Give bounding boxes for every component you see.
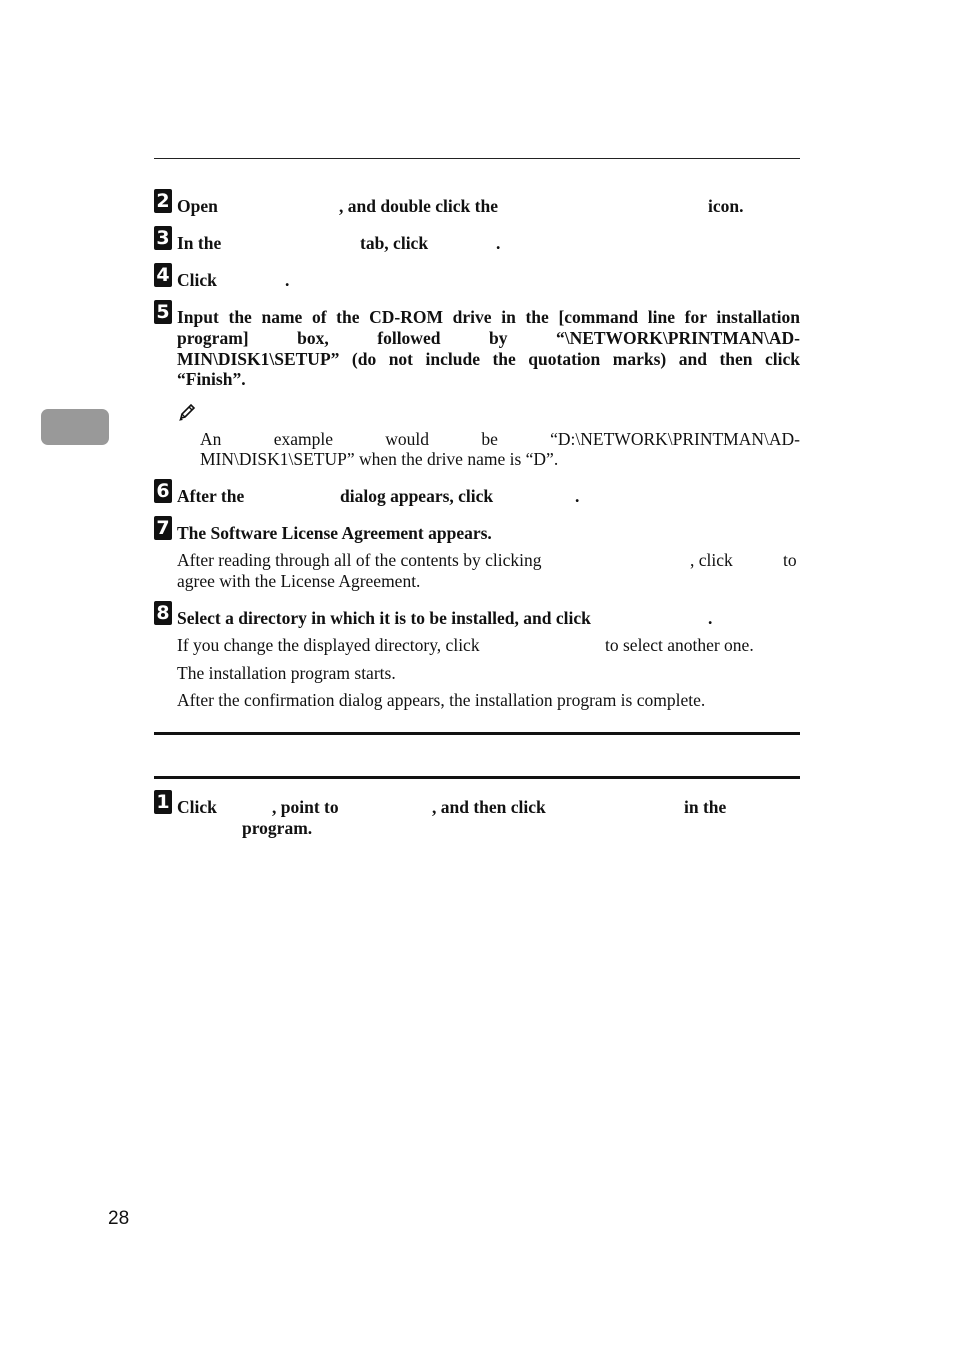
step-1-text-in-the: in the <box>684 797 727 817</box>
step-number-5: 5 <box>154 300 172 324</box>
step-5-line-4: “Finish”. <box>177 369 246 389</box>
section-rule-bottom <box>154 776 800 779</box>
step-5-line-2: program] box, followed by “\NETWORK\PRINTMAN\AD- <box>177 328 800 348</box>
step-7-title: The Software License Agreement appears. <box>177 523 492 543</box>
step-7-body-c: to <box>783 550 797 570</box>
section-rule-top <box>154 732 800 735</box>
step-8-title: Select a directory in which it is to be installed, and click <box>177 608 591 628</box>
step-6-text-dialog-appears: dialog appears, click <box>340 486 494 506</box>
step-7-body-b: , click <box>690 550 733 570</box>
step-8-paragraph-1a: If you change the displayed directory, click <box>177 635 480 655</box>
top-rule <box>154 158 800 159</box>
note-pencil-icon <box>177 402 197 422</box>
step-8-paragraph-3: After the confirmation dialog appears, the installation program is complete. <box>177 690 706 710</box>
step-number-1: 1 <box>154 790 172 814</box>
step-number-3: 3 <box>154 226 172 250</box>
step-4-text-period: . <box>285 270 290 290</box>
step-5-line-3: MIN\DISK1\SETUP” (do not include the quotation marks) and then click <box>177 349 800 369</box>
step-4-text-click: Click <box>177 270 217 290</box>
step-7-body-line-2: agree with the License Agreement. <box>177 571 421 591</box>
note-line-2: MIN\DISK1\SETUP” when the drive name is “D”. <box>200 449 559 469</box>
step-7-body-a: After reading through all of the contents by clicking <box>177 550 542 570</box>
step-number-6: 6 <box>154 479 172 503</box>
step-6-text-after-the: After the <box>177 486 245 506</box>
step-1-text-program: program. <box>242 818 313 838</box>
step-5-line-1: Input the name of the CD-ROM drive in the [command line for installation <box>177 307 800 327</box>
step-number-8: 8 <box>154 601 172 625</box>
step-number-2: 2 <box>154 189 172 213</box>
page-number: 28 <box>108 1208 130 1229</box>
step-8-paragraph-2: The installation program starts. <box>177 663 396 683</box>
step-number-7: 7 <box>154 516 172 540</box>
step-3-text-period: . <box>496 233 501 253</box>
step-2-text-double-click: , and double click the <box>339 196 498 216</box>
step-3-text-in-the: In the <box>177 233 222 253</box>
chapter-tab-marker <box>41 409 109 445</box>
note-line-1: An example would be “D:\NETWORK\PRINTMAN\AD- <box>200 429 800 449</box>
step-8-paragraph-1b: to select another one. <box>605 635 754 655</box>
step-1-text-and-then-click: , and then click <box>432 797 546 817</box>
step-number-4: 4 <box>154 263 172 287</box>
step-2-text-icon: icon. <box>708 196 744 216</box>
step-2-text-open: Open <box>177 196 218 216</box>
step-6-text-period: . <box>575 486 580 506</box>
step-1-text-click: Click <box>177 797 217 817</box>
step-1-text-point-to: , point to <box>272 797 339 817</box>
step-8-title-end: . <box>708 608 713 628</box>
step-3-text-tab-click: tab, click <box>360 233 429 253</box>
